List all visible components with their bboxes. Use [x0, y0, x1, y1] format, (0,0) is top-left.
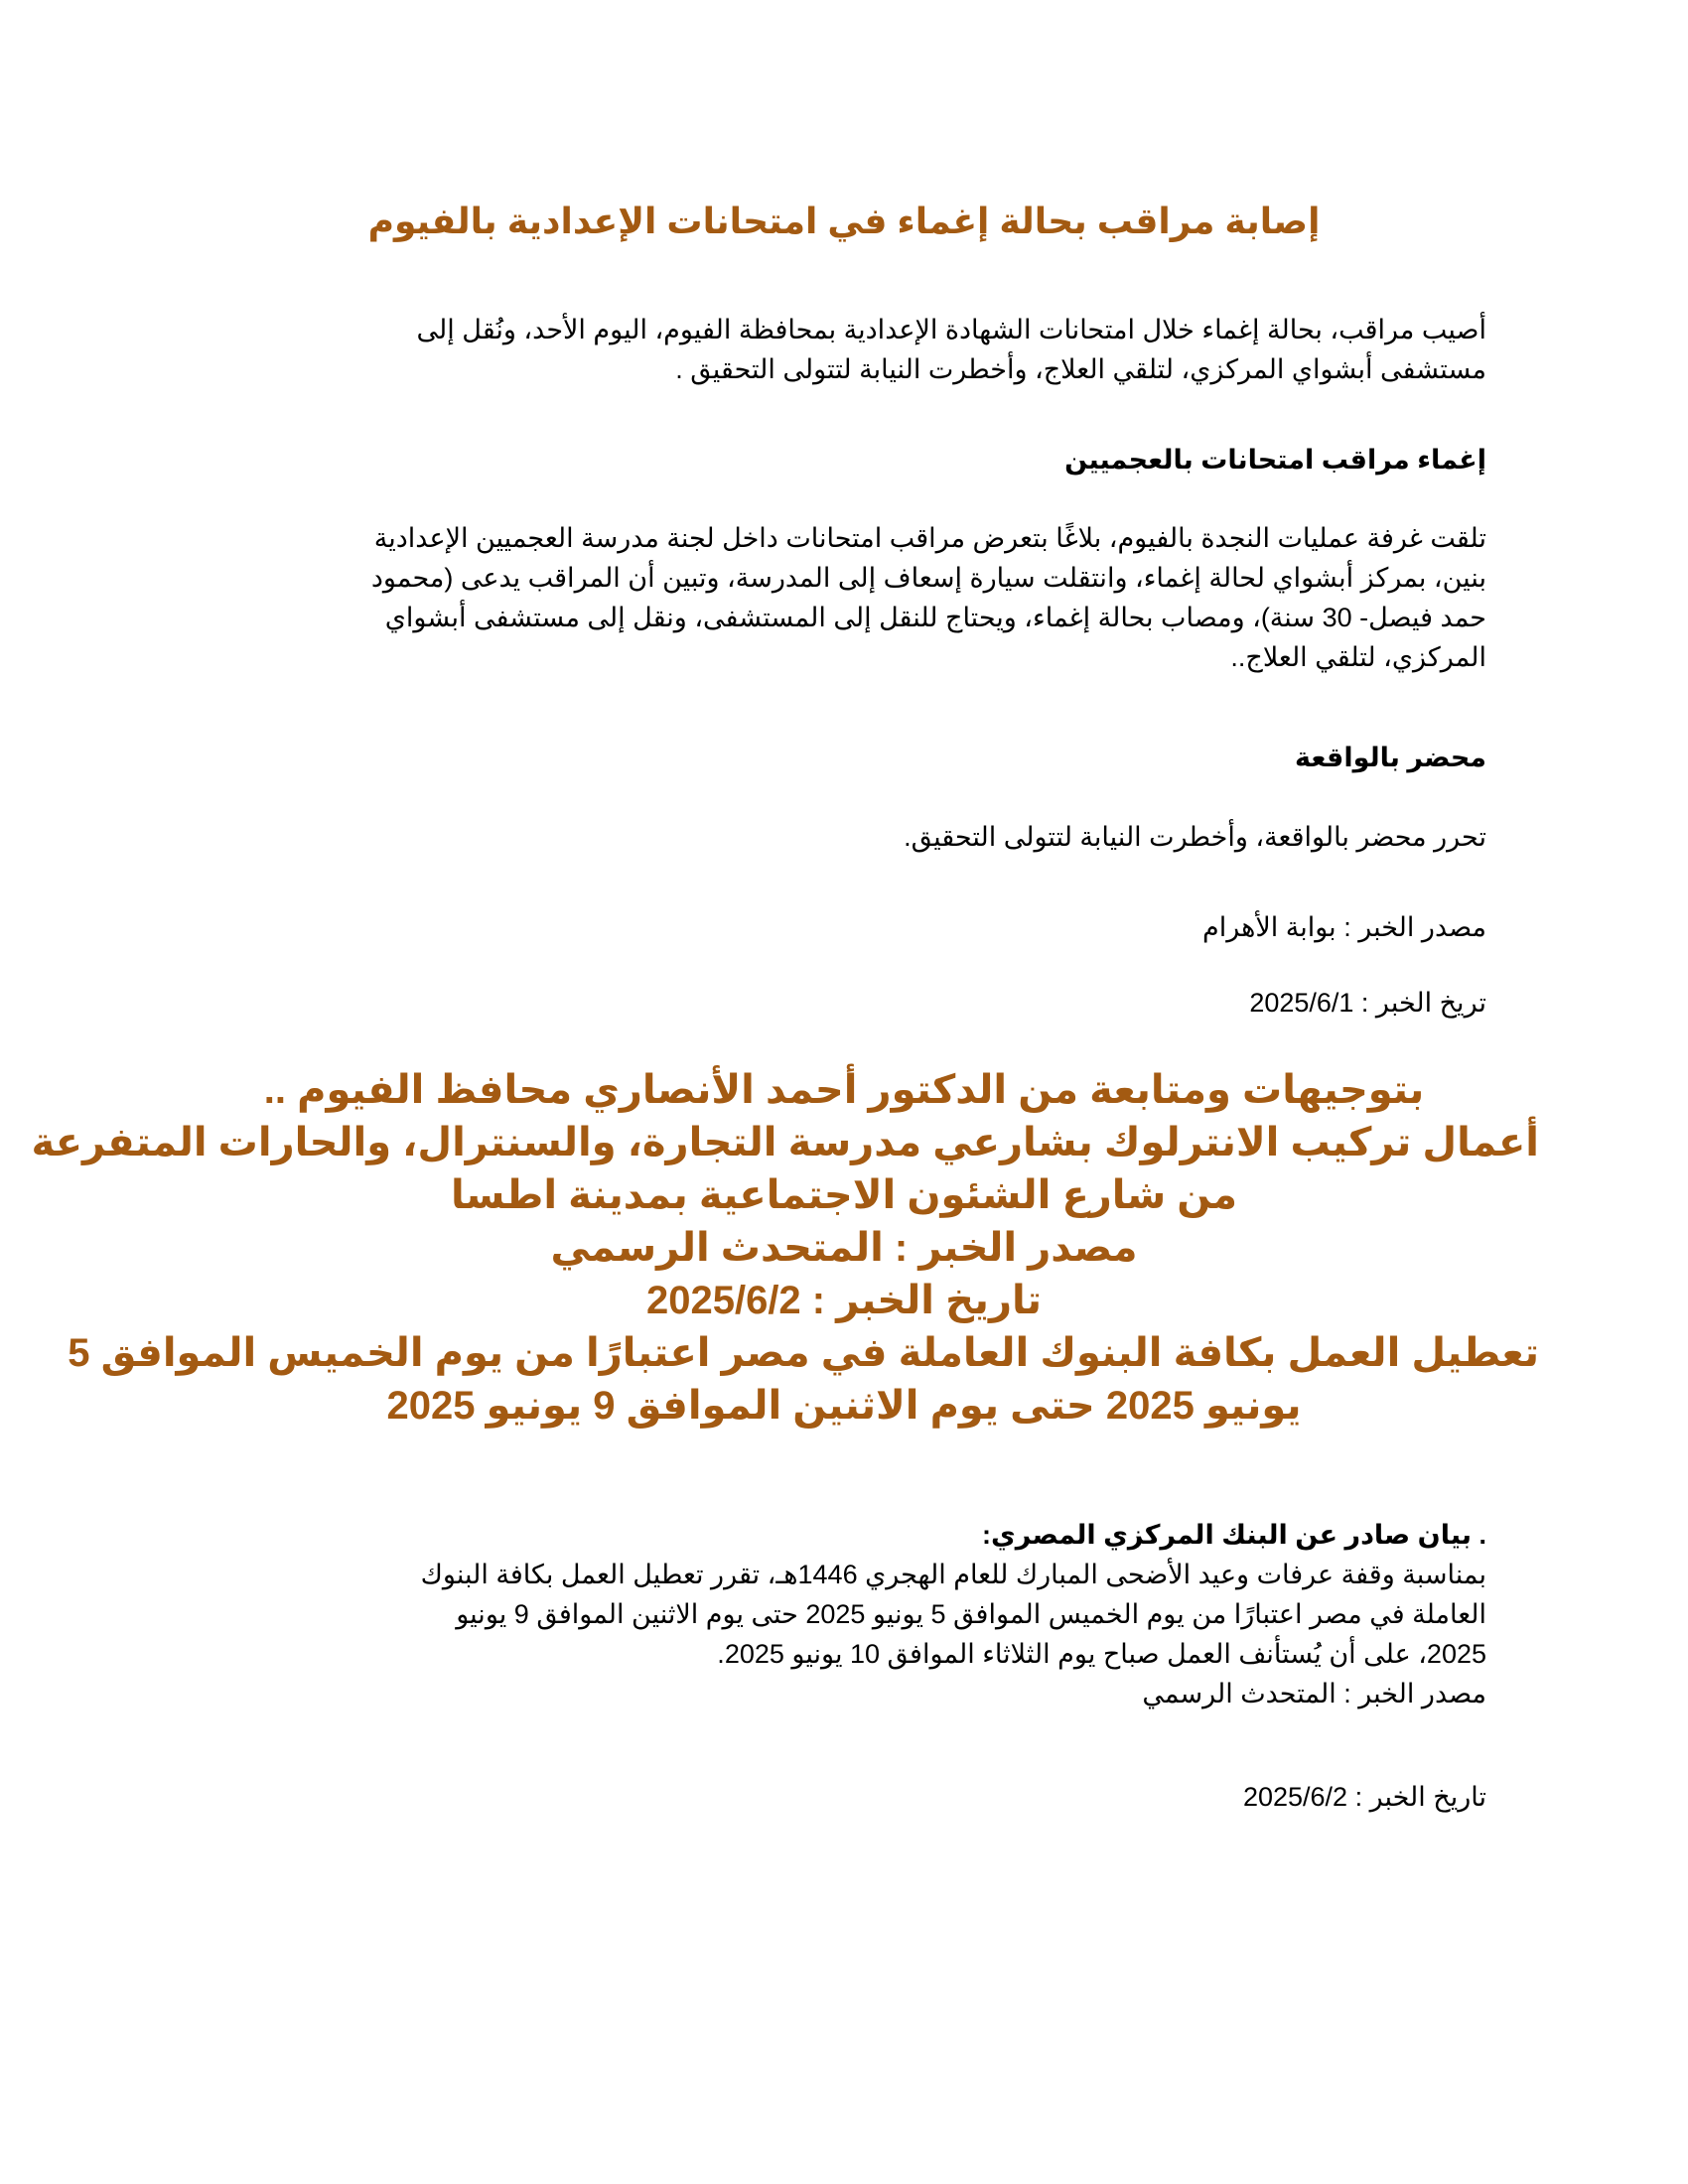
headline-line: أعمال تركيب الانترلوك بشارعي مدرسة التجارة، والسنترال، والحارات المتفرعة [31, 1121, 1539, 1164]
section-body [202, 518, 1486, 677]
statement-date [202, 1777, 1486, 1817]
headline-block [31, 1064, 1539, 1433]
statement-line: بمناسبة وقفة عرفات وعيد الأضحى المبارك للعام الهجري 1446هـ، تقرر تعطيل العمل بكافة البنوك [420, 1560, 1486, 1589]
statement-heading: . بيان صادر عن البنك المركزي المصري: [982, 1520, 1486, 1550]
article-intro [202, 310, 1486, 389]
body-line: تحرر محضر بالواقعة، وأخطرت النيابة لتتولى التحقيق. [904, 822, 1486, 852]
headline-line: تعطيل العمل بكافة البنوك العاملة في مصر اعتبارًا من يوم الخميس الموافق 5 [68, 1331, 1539, 1375]
section-heading-text: محضر بالواقعة [1295, 743, 1486, 772]
body-line: تلقت غرفة عمليات النجدة بالفيوم، بلاغًا بتعرض مراقب امتحانات داخل لجنة مدرسة العجميين الإعدادية [373, 523, 1486, 553]
news-source-text: مصدر الخبر : بوابة الأهرام [1201, 912, 1486, 942]
section-heading [202, 440, 1486, 479]
section-body [202, 817, 1486, 857]
body-line: المركزي، لتلقي العلاج.. [1230, 642, 1486, 672]
article-title: إصابة مراقب بحالة إغماء في امتحانات الإعدادية بالفيوم [367, 201, 1321, 241]
news-source [202, 907, 1486, 947]
statement-date-text: تاريخ الخبر : 2025/6/2 [1242, 1782, 1486, 1812]
headline-line: يونيو 2025 حتى يوم الاثنين الموافق 9 يونيو 2025 [386, 1384, 1302, 1428]
section-heading [202, 738, 1486, 777]
news-date-text: تريخ الخبر : 2025/6/1 [1249, 988, 1486, 1018]
body-line: بنين، بمركز أبشواي لحالة إغماء، وانتقلت سيارة إسعاف إلى المدرسة، وتبين أن المراقب يدعى (محمود [370, 563, 1486, 593]
intro-line: أصيب مراقب، بحالة إغماء خلال امتحانات الشهادة الإعدادية بمحافظة الفيوم، اليوم الأحد، ونُقل إلى [416, 315, 1486, 344]
statement-line: العاملة في مصر اعتبارًا من يوم الخميس الموافق 5 يونيو 2025 حتى يوم الاثنين الموافق 9 يونيو [456, 1599, 1486, 1629]
headline-line: بتوجيهات ومتابعة من الدكتور أحمد الأنصاري محافظ الفيوم .. [263, 1068, 1425, 1112]
headline-date: تاريخ الخبر : 2025/6/2 [645, 1279, 1043, 1322]
statement-block [202, 1515, 1486, 1713]
headline-source: مصدر الخبر : المتحدث الرسمي [550, 1226, 1138, 1270]
intro-line: مستشفى أبشواي المركزي، لتلقي العلاج، وأخطرت النيابة لتتولى التحقيق . [675, 354, 1486, 384]
news-date [202, 983, 1486, 1023]
statement-line: 2025، على أن يُستأنف العمل صباح يوم الثلاثاء الموافق 10 يونيو 2025. [717, 1639, 1486, 1669]
headline-line: من شارع الشئون الاجتماعية بمدينة اطسا [450, 1173, 1238, 1217]
section-heading-text: إغماء مراقب امتحانات بالعجميين [1064, 445, 1486, 475]
statement-source: مصدر الخبر : المتحدث الرسمي [1142, 1679, 1486, 1708]
body-line: حمد فيصل- 30 سنة)، ومصاب بحالة إغماء، ويحتاج للنقل إلى المستشفى، ونقل إلى مستشفى أبشواي [384, 603, 1486, 632]
